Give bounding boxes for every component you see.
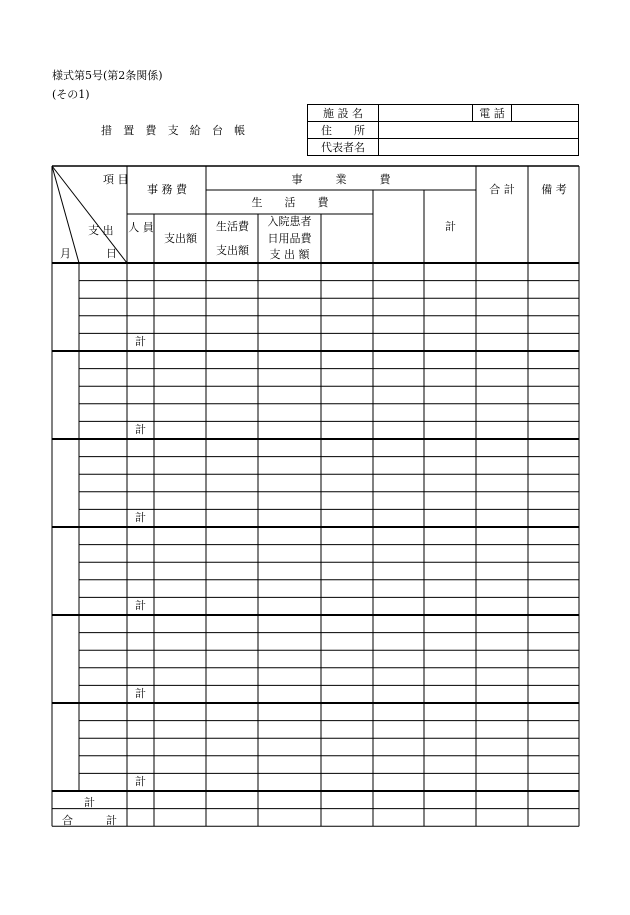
header-living-costs: 生 活 費 <box>251 196 329 209</box>
block-subtotal-label: 計 <box>135 511 146 525</box>
header-living-expend-1: 生活費 <box>216 220 249 233</box>
block-subtotal-label: 計 <box>135 775 146 789</box>
page-title: 措 置 費 支 給 台 帳 <box>101 124 250 137</box>
header-subtotal: 計 <box>445 220 456 233</box>
representative-label: 代表者名 <box>308 139 379 156</box>
block-subtotal-label: 計 <box>135 423 146 437</box>
header-day: 日 <box>106 247 117 260</box>
header-item <box>103 173 129 186</box>
header-total-top <box>476 184 528 196</box>
header-notes-text: 備 考 <box>541 183 567 196</box>
header-inpatient-3: 支 出 額 <box>269 248 310 261</box>
form-label: 様式第5号(第2条関係) <box>52 69 163 82</box>
footer-grand-total-label: 合 計 <box>62 814 117 827</box>
header-total-text: 合 計 <box>489 183 515 196</box>
header-office-costs: 事 務 費 <box>147 183 187 196</box>
header-business-costs: 事 業 費 <box>291 173 391 186</box>
header-persons-text: 人 員 <box>128 221 154 234</box>
header-month: 月 <box>60 247 71 260</box>
block-subtotal-label: 計 <box>135 599 146 613</box>
facility-name-label: 施 設 名 <box>308 105 379 122</box>
header-notes <box>529 184 579 196</box>
block-subtotal-label: 計 <box>135 687 146 701</box>
phone-label: 電 話 <box>473 105 512 122</box>
form-sublabel: (その1) <box>52 88 90 101</box>
header-inpatient-2: 日用品費 <box>267 232 312 245</box>
header-item-text: 項 目 <box>103 173 129 186</box>
header-inpatient-1: 入院患者 <box>267 215 312 228</box>
header-living-expend-2: 支出額 <box>216 244 249 257</box>
block-subtotal-label: 計 <box>135 335 146 349</box>
header-expend-amount: 支出額 <box>164 232 197 245</box>
address-label: 住 所 <box>308 122 379 139</box>
footer-total-label: 計 <box>84 796 95 809</box>
header-persons <box>128 222 154 234</box>
header-expend: 支 出 <box>88 224 114 237</box>
